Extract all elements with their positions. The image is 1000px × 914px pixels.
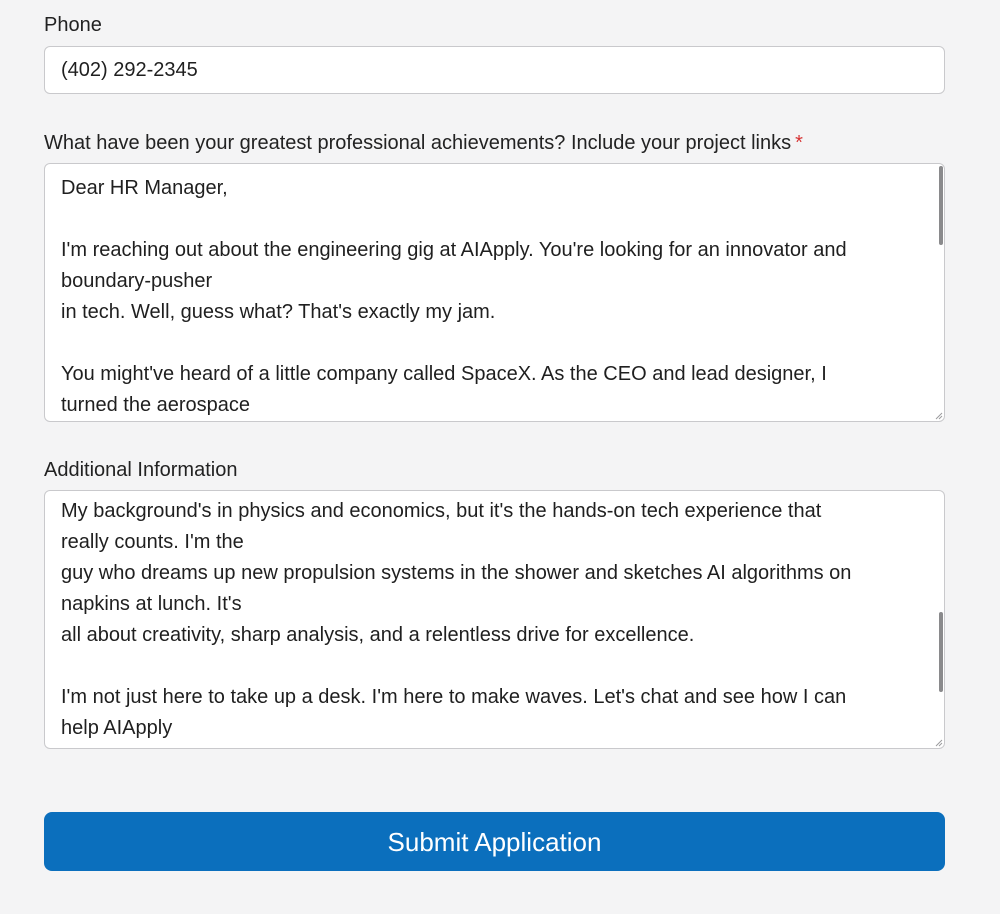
phone-input-value: (402) 292-2345 [61, 59, 198, 81]
textarea-line [61, 328, 904, 359]
textarea-line: help AIApply [61, 717, 173, 739]
textarea-line [61, 204, 904, 235]
textarea-line: really counts. I'm the [61, 531, 244, 553]
achievements-textarea[interactable] [44, 163, 945, 422]
textarea-line: Dear HR Manager, [61, 177, 228, 199]
phone-input[interactable] [44, 46, 945, 94]
textarea-line: turned the aerospace [61, 394, 251, 416]
additional-info-scrollbar-thumb[interactable] [939, 612, 943, 692]
textarea-line: You might've heard of a little company called SpaceX. As the CEO and lead designer, I [61, 363, 827, 385]
achievements-textarea-text [61, 173, 904, 421]
textarea-line: I'm reaching out about the engineering gig at AIApply. You're looking for an innovator and [61, 239, 847, 261]
required-asterisk: * [795, 132, 803, 154]
additional-info-label-text: Additional Information [44, 459, 238, 481]
resize-grip-icon[interactable] [935, 412, 943, 420]
additional-info-label [44, 458, 237, 482]
additional-info-textarea[interactable] [44, 490, 945, 749]
achievements-label-text: What have been your greatest professional achievements? Include your project links [44, 132, 792, 154]
textarea-line: all about creativity, sharp analysis, and a relentless drive for excellence. [61, 624, 695, 646]
textarea-line: I'm not just here to take up a desk. I'm here to make waves. Let's chat and see how I can [61, 686, 847, 708]
textarea-line: guy who dreams up new propulsion systems in the shower and sketches AI algorithms on [61, 562, 852, 584]
phone-label-text: Phone [44, 14, 102, 36]
textarea-line: boundary-pusher [61, 270, 213, 292]
resize-grip-icon[interactable] [935, 739, 943, 747]
textarea-line: in tech. Well, guess what? That's exactly my jam. [61, 301, 496, 323]
textarea-line: My background's in physics and economics, but it's the hands-on tech experience that [61, 500, 822, 522]
achievements-label [44, 131, 803, 155]
textarea-line [61, 651, 904, 682]
phone-label [44, 13, 102, 37]
textarea-line: napkins at lunch. It's [61, 593, 242, 615]
submit-application-button[interactable]: Submit Application [44, 812, 945, 871]
achievements-scrollbar-thumb[interactable] [939, 166, 943, 245]
additional-info-textarea-text [61, 496, 904, 744]
